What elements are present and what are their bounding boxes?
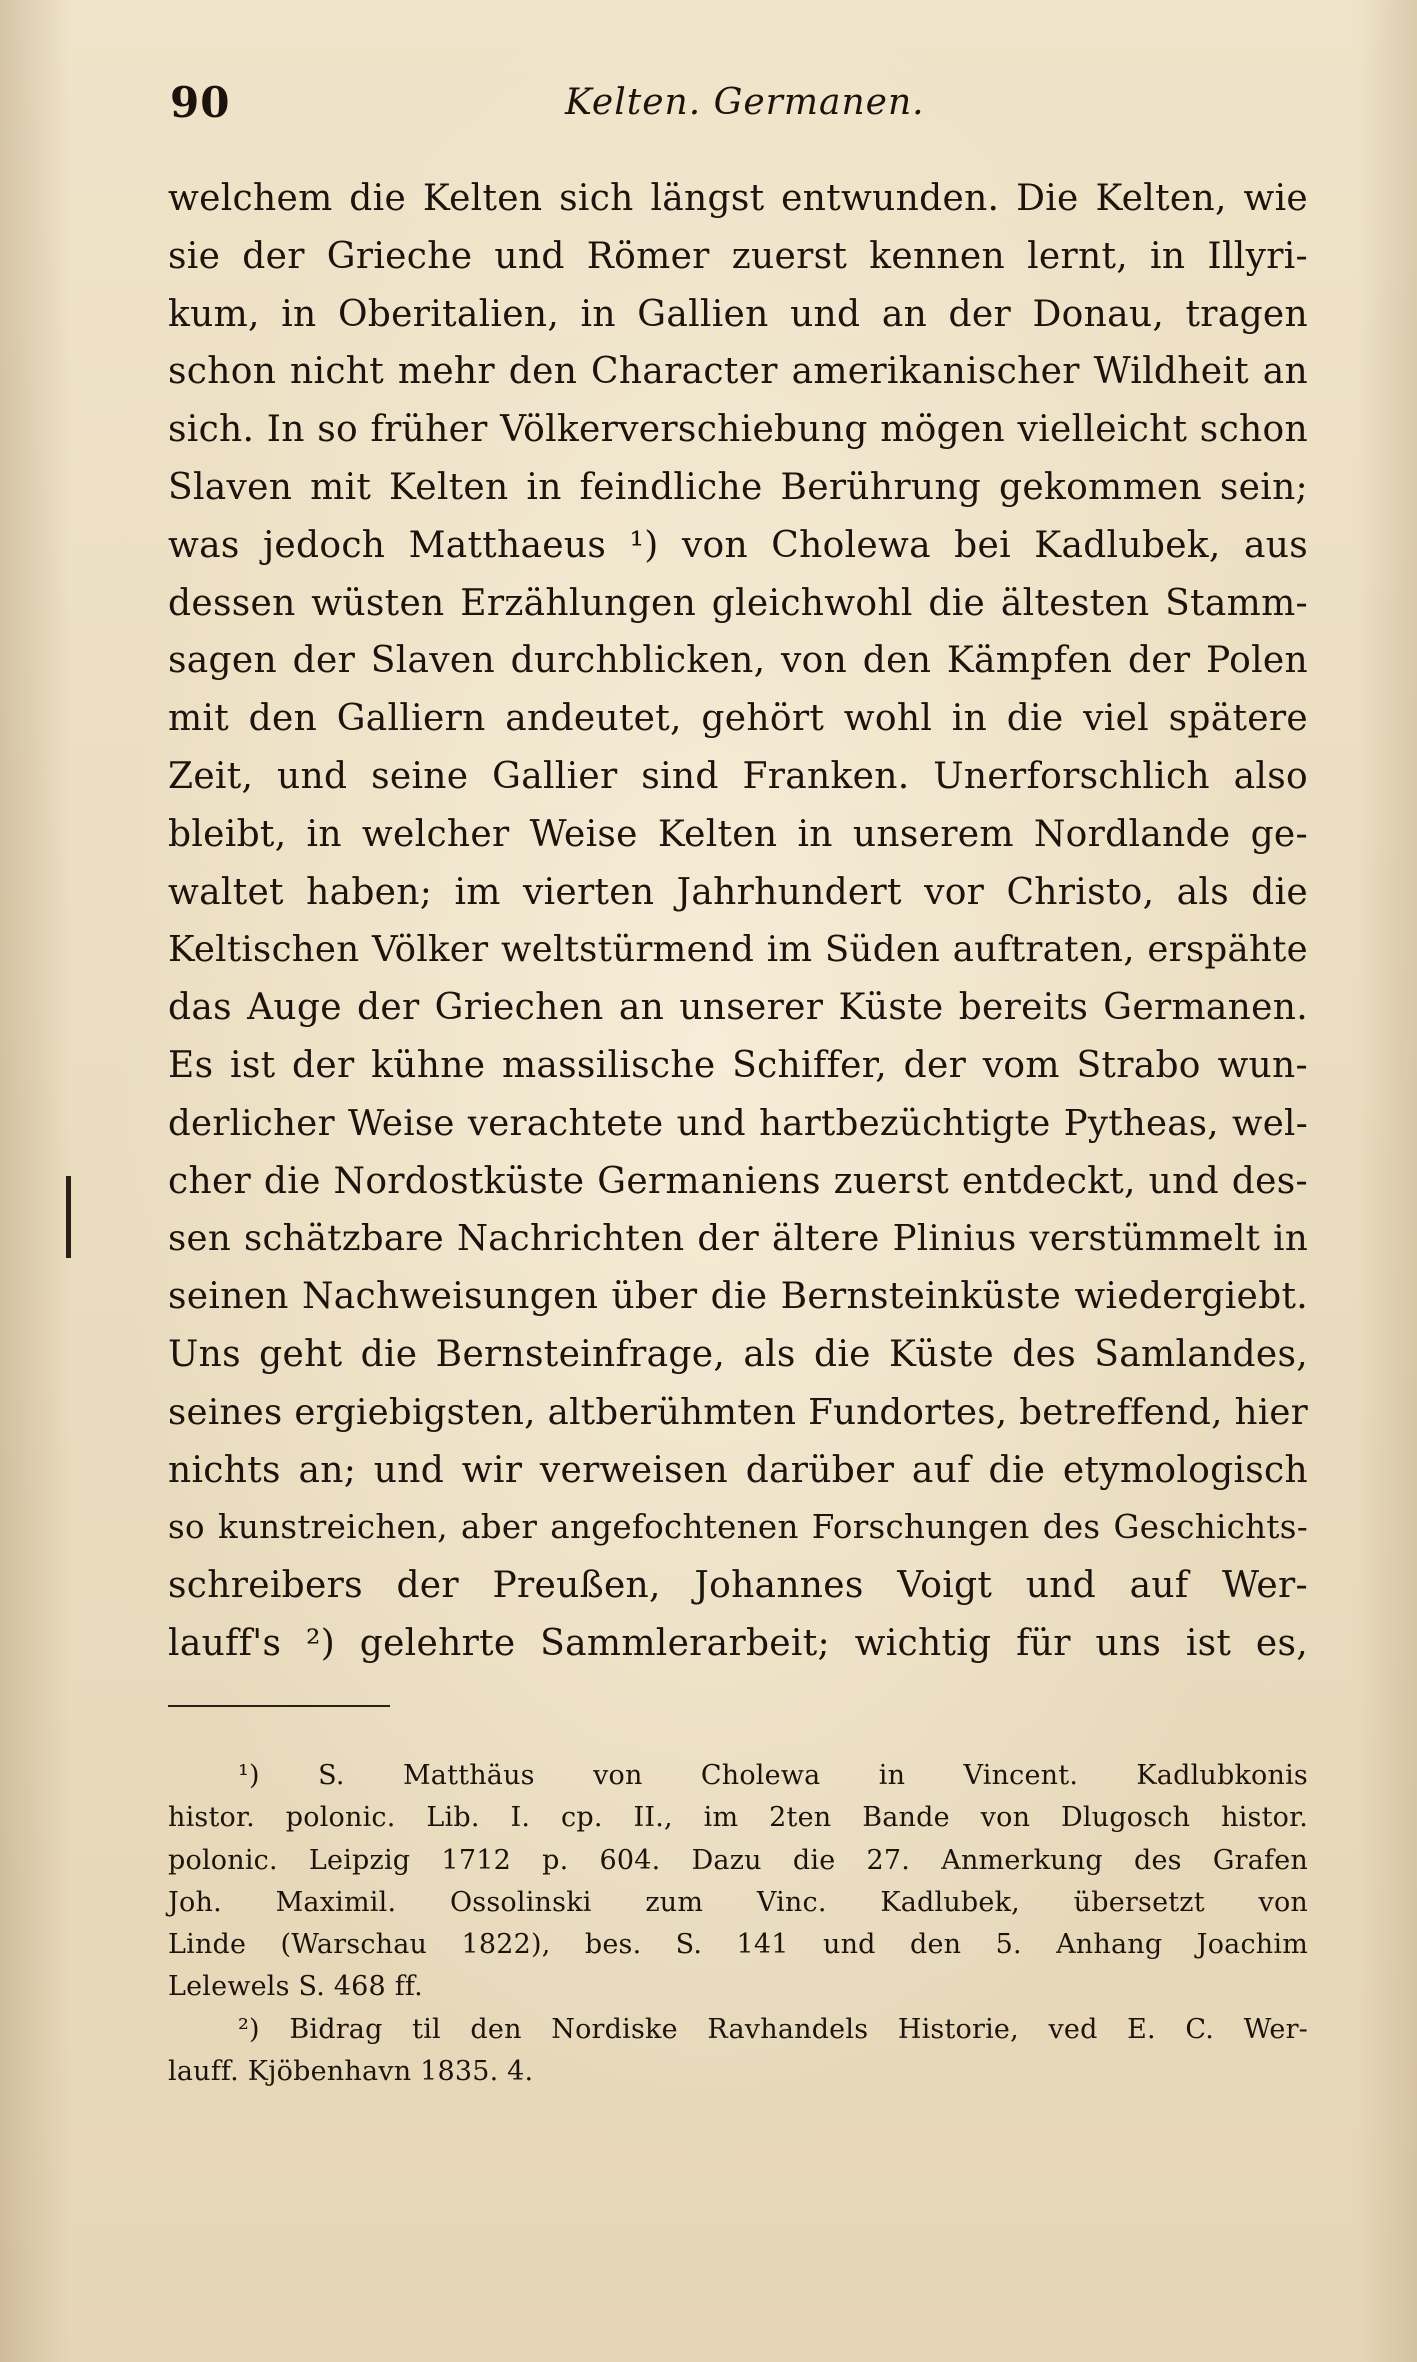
text-line: was jedoch Matthaeus ¹) von Cholewa bei Kadlubek, aus [168, 524, 1308, 566]
text-line: mit den Galliern andeutet, gehört wohl in die viel spätere [168, 698, 1308, 740]
text-line: schon nicht mehr den Character amerikanischer Wildheit an [168, 351, 1308, 393]
text-line: lauff's ²) gelehrte Sammlerarbeit; wichtig für uns ist es, [168, 1622, 1308, 1664]
text-line: Keltischen Völker weltstürmend im Süden auftraten, erspähte [168, 929, 1308, 971]
text-line: das Auge der Griechen an unserer Küste bereits Germanen. [168, 987, 1308, 1029]
footnote-line: Joh. Maximil. Ossolinski zum Vinc. Kadlubek, übersetzt von [168, 1886, 1308, 1918]
text-line: welchem die Kelten sich längst entwunden. Die Kelten, wie [168, 178, 1308, 219]
text-line: sie der Grieche und Römer zuerst kennen lernt, in Illyri- [168, 235, 1308, 277]
main-text-block [168, 170, 1308, 1673]
text-line: derlicher Weise verachtete und hartbezüchtigte Pytheas, wel- [168, 1102, 1308, 1144]
text-line: sich. In so früher Völkerverschiebung mögen vielleicht schon [168, 409, 1308, 451]
text-line: nichts an; und wir verweisen darüber auf die etymologisch [168, 1449, 1308, 1491]
text-line: schreibers der Preußen, Johannes Voigt und auf Wer- [168, 1565, 1308, 1607]
footnote-1 [168, 1755, 1308, 2009]
footnote-line: Linde (Warschau 1822), bes. S. 141 und den 5. Anhang Joachim [168, 1929, 1308, 1961]
text-line: waltet haben; im vierten Jahrhundert vor Christo, als die [168, 871, 1308, 913]
text-line: Slaven mit Kelten in feindliche Berührung gekommen sein; [168, 466, 1308, 508]
text-line: dessen wüsten Erzählungen gleichwohl die ältesten Stamm- [168, 582, 1308, 624]
footnote-line: ²) Bidrag til den Nordiske Ravhandels Historie, ved E. C. Wer- [238, 2013, 1308, 2045]
page-number: 90 [170, 78, 231, 127]
footnote-divider [168, 1705, 390, 1707]
text-line: bleibt, in welcher Weise Kelten in unserem Nordlande ge- [168, 813, 1308, 855]
footnote-line: histor. polonic. Lib. I. cp. II., im 2ten Bande von Dlugosch histor. [168, 1802, 1308, 1834]
footnote-line: polonic. Leipzig 1712 p. 604. Dazu die 27. Anmerkung des Grafen [168, 1844, 1308, 1876]
page-shadow-right [1357, 0, 1417, 2362]
text-line: kum, in Oberitalien, in Gallien und an der Donau, tragen [168, 293, 1308, 335]
footnote-2 [168, 2009, 1308, 2094]
page-shadow-left [0, 0, 70, 2362]
running-head: Kelten. Germanen. [565, 82, 925, 123]
text-line: cher die Nordostküste Germaniens zuerst entdeckt, und des- [168, 1160, 1308, 1202]
text-line: seines ergiebigsten, altberühmten Fundortes, betreffend, hier [168, 1391, 1308, 1433]
text-line: sen schätzbare Nachrichten der ältere Plinius verstümmelt in [168, 1218, 1308, 1260]
text-line: seinen Nachweisungen über die Bernsteinküste wiedergiebt. [168, 1276, 1308, 1318]
footnote-line: ¹) S. Matthäus von Cholewa in Vincent. Kadlubkonis [238, 1760, 1308, 1791]
text-line: Zeit, und seine Gallier sind Franken. Unerforschlich also [168, 755, 1308, 797]
text-line: Es ist der kühne massilische Schiffer, der vom Strabo wun- [168, 1044, 1308, 1086]
footnotes-block [168, 1755, 1308, 2093]
text-line: Uns geht die Bernsteinfrage, als die Küste des Samlandes, [168, 1333, 1308, 1375]
footnote-line: Lelewels S. 468 ff. [168, 1971, 423, 2003]
page-header [170, 78, 1300, 138]
text-line: sagen der Slaven durchblicken, von den Kämpfen der Polen [168, 640, 1308, 682]
margin-pencil-mark [66, 1176, 71, 1258]
footnote-line: lauff. Kjöbenhavn 1835. 4. [168, 2056, 534, 2088]
text-line: so kunstreichen, aber angefochtenen Forschungen des Geschichts- [168, 1508, 1308, 1547]
